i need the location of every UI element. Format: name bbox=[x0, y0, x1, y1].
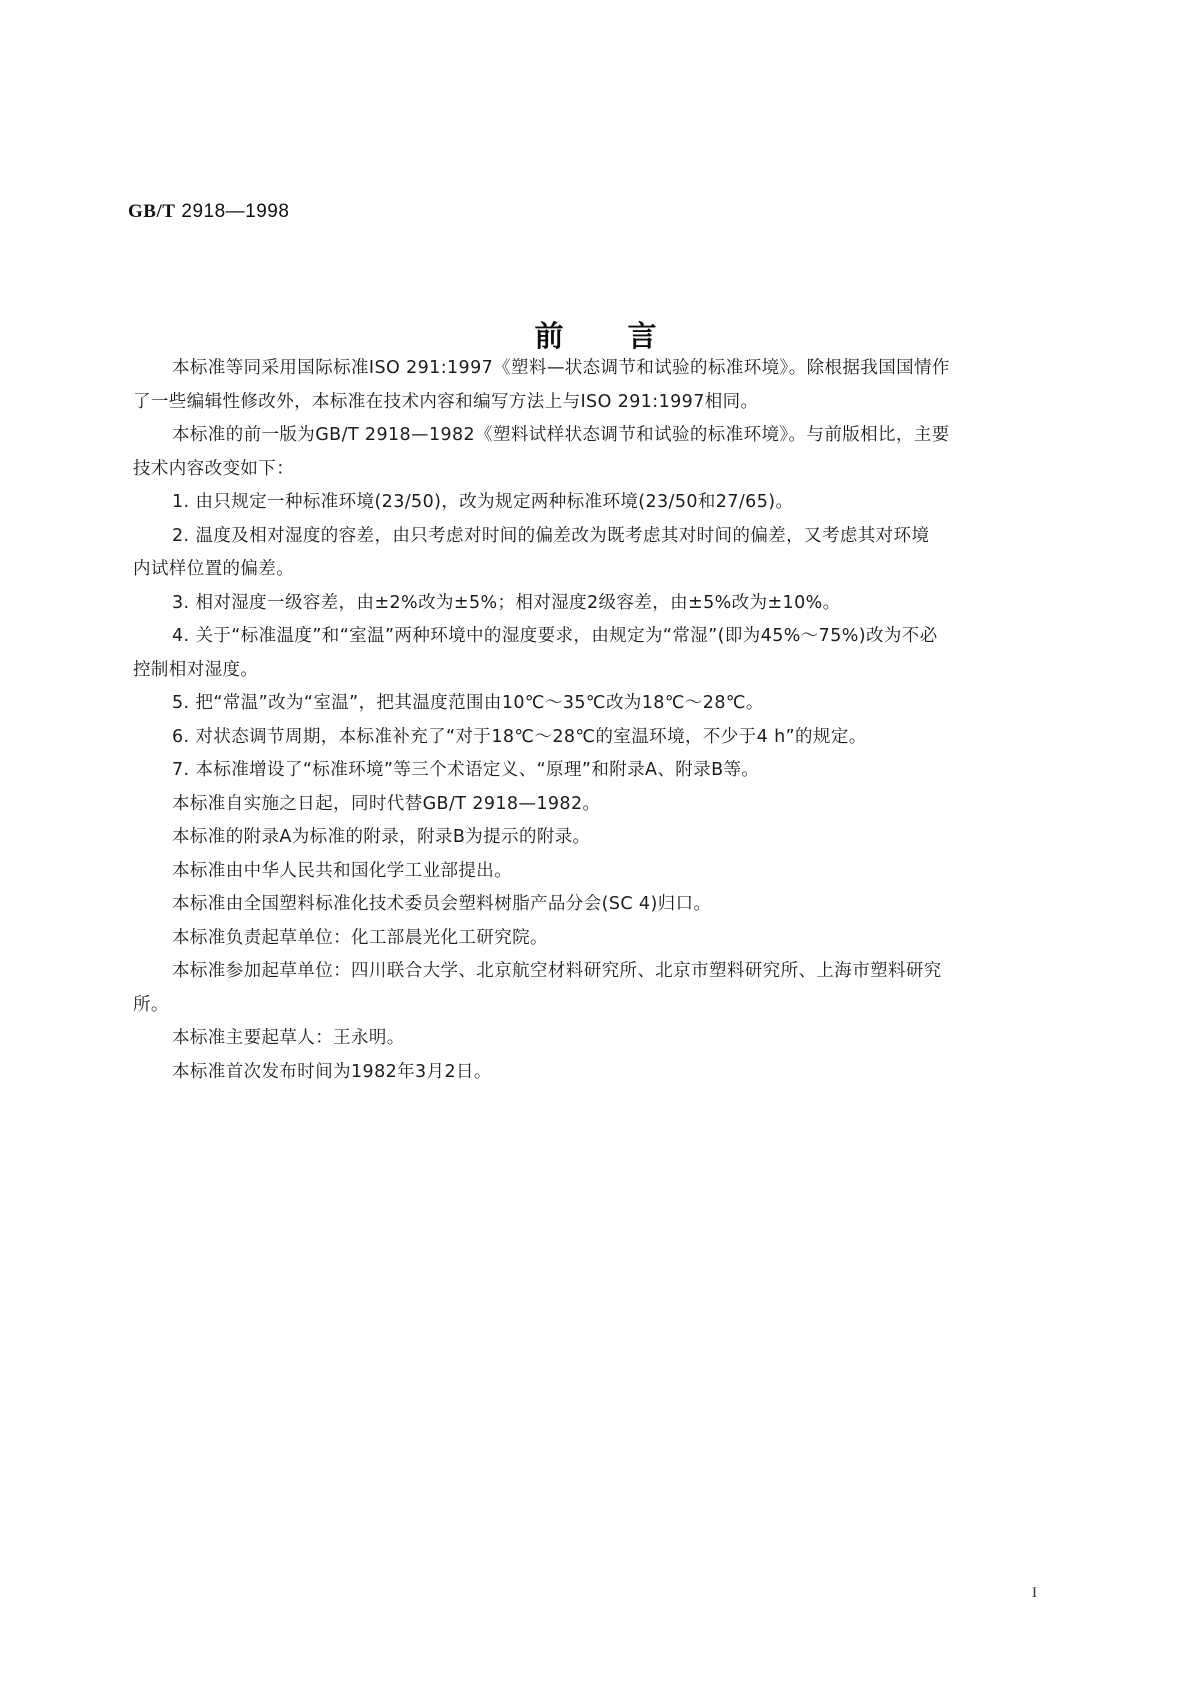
paragraph-line: 本标准由全国塑料标准化技术委员会塑料树脂产品分会(SC 4)归口。 bbox=[172, 894, 712, 914]
standard-code: GB/T bbox=[128, 201, 176, 222]
paragraph-line: 本标准的前一版为GB/T 2918—1982《塑料试样状态调节和试验的标准环境》。与前版相比，主要 bbox=[172, 425, 950, 445]
list-item: 6. 对状态调节周期，本标准补充了“对于18℃～28℃的室温环境，不少于4 h”的规定。 bbox=[172, 726, 867, 747]
paragraph-line: 本标准主要起草人：王永明。 bbox=[172, 1028, 405, 1048]
list-item: 4. 关于“标准温度”和“室温”两种环境中的湿度要求，由规定为“常湿”(即为45%～75%)改为不必 bbox=[172, 626, 938, 646]
paragraph-line: 技术内容改变如下： bbox=[133, 458, 295, 479]
paragraph-line: 本标准负责起草单位：化工部晨光化工研究院。 bbox=[172, 927, 548, 948]
list-item-continuation: 控制相对湿度。 bbox=[133, 659, 259, 680]
list-item: 3. 相对湿度一级容差，由±2%改为±5%；相对湿度2级容差，由±5%改为±10%。 bbox=[172, 592, 841, 613]
paragraph-line: 本标准的附录A为标准的附录，附录B为提示的附录。 bbox=[172, 827, 591, 847]
page-title bbox=[0, 314, 1191, 355]
list-item: 1. 由只规定一种标准环境(23/50)，改为规定两种标准环境(23/50和27/65)。 bbox=[172, 492, 794, 512]
paragraph-line: 所。 bbox=[133, 994, 169, 1015]
standard-number: 2918—1998 bbox=[181, 201, 290, 222]
title-char-1: 前 bbox=[534, 319, 564, 353]
list-item: 2. 温度及相对湿度的容差，由只考虑对时间的偏差改为既考虑其对时间的偏差，又考虑其对环境 bbox=[172, 525, 930, 546]
paragraph-line: 本标准参加起草单位：四川联合大学、北京航空材料研究所、北京市塑料研究所、上海市塑料研究 bbox=[172, 961, 942, 981]
foreword-body bbox=[133, 352, 1063, 1089]
paragraph-line: 了一些编辑性修改外，本标准在技术内容和编写方法上与ISO 291:1997相同。 bbox=[133, 391, 759, 412]
list-item: 7. 本标准增设了“标准环境”等三个术语定义、“原理”和附录A、附录B等。 bbox=[172, 760, 760, 780]
paragraph-line: 本标准由中华人民共和国化学工业部提出。 bbox=[172, 860, 513, 881]
list-item: 5. 把“常温”改为“室温”，把其温度范围由10℃～35℃改为18℃～28℃。 bbox=[172, 693, 764, 713]
paragraph-line: 本标准自实施之日起，同时代替GB/T 2918—1982。 bbox=[172, 793, 601, 814]
title-char-2: 言 bbox=[627, 319, 657, 353]
paragraph-line: 本标准首次发布时间为1982年3月2日。 bbox=[172, 1061, 492, 1082]
list-item-continuation: 内试样位置的偏差。 bbox=[133, 559, 295, 579]
page-number: I bbox=[1032, 1585, 1037, 1601]
paragraph-line: 本标准等同采用国际标准ISO 291:1997《塑料—状态调节和试验的标准环境》。除根据我国国情作 bbox=[172, 358, 950, 378]
standard-header bbox=[128, 200, 289, 223]
